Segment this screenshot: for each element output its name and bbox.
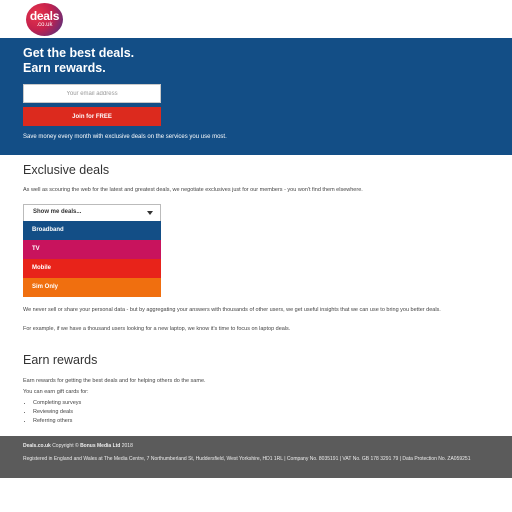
hero-title-line2: Earn rewards. — [23, 61, 106, 75]
footer-copyright — [23, 443, 133, 449]
join-button[interactable]: Join for FREE — [23, 107, 161, 126]
deal-option-broadband[interactable] — [23, 221, 161, 240]
exclusive-deals-title: Exclusive deals — [23, 163, 110, 177]
earn-rewards-title: Earn rewards — [23, 353, 98, 367]
deals-dropdown[interactable] — [23, 204, 161, 222]
logo-text: deals — [29, 8, 60, 23]
deal-option-label: Broadband — [32, 227, 64, 233]
footer-registration: Registered in England and Wales at The Media Centre, 7 Northumberland St, Huddersfield, West Yorkshire, HD1 1RL | Company No. 8035191 | VAT No. GB 178 3291 79 | Data Protection No. ZA059251 — [23, 456, 471, 462]
dropdown-label: Show me deals... — [33, 209, 82, 215]
rewards-list — [23, 399, 81, 426]
footer-year: 2018 — [121, 443, 133, 449]
exclusive-intro: As well as scouring the web for the latest and greatest deals, we negotiate exclusives just for our members - you won't find them elsewhere. — [23, 187, 363, 193]
chevron-down-icon — [147, 211, 153, 215]
list-item: • Referring others — [33, 417, 81, 426]
footer-company: Bonus Media Ltd — [80, 443, 121, 449]
deals-logo[interactable] — [26, 3, 63, 36]
privacy-text: We never sell or share your personal data - but by aggregating your answers with thousands of other users, we get useful insights that we can use to bring you better deals. — [23, 307, 441, 313]
hero-subtitle: Save money every month with exclusive deals on the services you use most. — [23, 134, 227, 140]
deal-option-label: Mobile — [32, 265, 51, 271]
list-item: • Completing surveys — [33, 399, 81, 408]
logo-domain: .co.uk — [36, 21, 53, 28]
rewards-intro: Earn rewards for getting the best deals and for helping others do the same. — [23, 378, 206, 384]
deal-option-mobile[interactable] — [23, 259, 161, 278]
hero-banner — [0, 38, 512, 155]
hero-title-line1: Get the best deals. — [23, 46, 135, 60]
deal-option-sim-only[interactable] — [23, 278, 161, 297]
list-item: • Reviewing deals — [33, 408, 81, 417]
deal-option-label: Sim Only — [32, 284, 59, 290]
email-input[interactable] — [23, 84, 161, 103]
hero-title — [23, 46, 134, 76]
deal-option-label: TV — [32, 246, 40, 252]
footer-copyright-prefix: Copyright © — [52, 443, 79, 449]
gift-intro: You can earn gift cards for: — [23, 389, 89, 395]
footer-brand[interactable]: Deals.co.uk — [23, 443, 51, 449]
site-header — [0, 0, 512, 38]
deal-option-tv[interactable] — [23, 240, 161, 259]
site-footer — [0, 436, 512, 478]
example-text: For example, if we have a thousand users looking for a new laptop, we know it's time to focus on laptop deals. — [23, 326, 291, 332]
